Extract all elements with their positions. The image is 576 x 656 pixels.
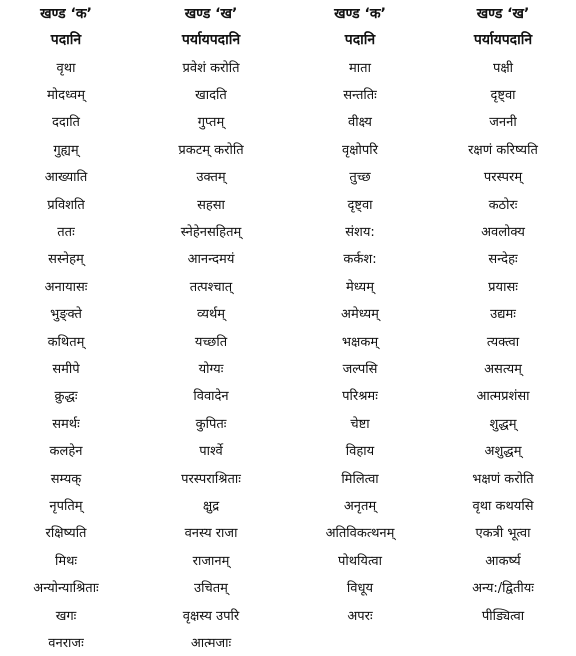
- word-cell: मेध्यम्: [346, 279, 374, 295]
- table-row: [0, 163, 576, 190]
- table-row: [0, 409, 576, 436]
- word-cell: विधूय: [346, 581, 374, 597]
- section-header-kha: खण्ड ‘ख’: [184, 5, 238, 22]
- word-cell: प्रविशति: [47, 197, 85, 213]
- word-cell: गुह्यम्: [53, 142, 79, 158]
- column-heading-synonyms: पर्यायपदानि: [181, 32, 241, 48]
- column-heading-synonyms: पर्यायपदानि: [473, 32, 533, 48]
- synonym-cell: पीड्यित्वा: [481, 608, 525, 624]
- word-cell: वनराजः: [48, 635, 84, 651]
- table-row: [0, 327, 576, 354]
- table-row: [0, 300, 576, 327]
- word-cell: वृक्षोपरि: [342, 142, 378, 158]
- synonym-cell: वृक्षस्य उपरि: [182, 608, 240, 624]
- synonym-cell: त्यक्त्वा: [486, 334, 520, 350]
- word-cell: अमेध्यम्: [341, 307, 379, 323]
- synonym-cell: [430, 628, 576, 655]
- word-cell: भुङ्क्ते: [50, 307, 82, 323]
- word-cell: माता: [349, 60, 371, 76]
- synonym-cell: परस्परम्: [483, 170, 523, 186]
- synonym-cell: प्रयासः: [488, 279, 518, 295]
- word-cell: ततः: [57, 225, 75, 241]
- table-row: [0, 464, 576, 491]
- synonym-cell: उचितम्: [194, 581, 228, 597]
- word-rows: [0, 53, 576, 656]
- word-cell: अन्योन्याश्रिताः: [33, 581, 99, 597]
- table-row: [0, 491, 576, 518]
- table-row: [0, 80, 576, 107]
- section-header-row: [0, 0, 576, 26]
- synonym-cell: आनन्दमयं: [187, 252, 235, 268]
- section-header-kha: खण्ड ‘ख’: [476, 5, 530, 22]
- synonym-cell: राजानम्: [192, 553, 230, 569]
- synonym-cell: दृष्ट्वा: [490, 88, 516, 104]
- table-row: [0, 628, 576, 655]
- table-row: [0, 108, 576, 135]
- word-cell: अपरः: [347, 608, 373, 624]
- section-header-ka: खण्ड ‘क’: [40, 5, 92, 22]
- word-cell: जल्पसि: [342, 361, 378, 377]
- synonym-cell: कठोरः: [488, 197, 518, 213]
- table-row: [0, 519, 576, 546]
- column-heading-words: पदानि: [50, 32, 82, 48]
- word-cell: अनायासः: [44, 279, 88, 295]
- synonym-cell: अन्य:/द्वितीयः: [472, 581, 534, 597]
- word-cell: तुच्छ: [349, 170, 371, 186]
- table-row: [0, 382, 576, 409]
- synonym-cell: प्रकटम् करोति: [178, 142, 244, 158]
- word-cell: परिश्रमः: [342, 389, 378, 405]
- column-heading-words: पदानि: [344, 32, 376, 48]
- word-cell: वृथा: [56, 60, 76, 76]
- synonym-cell: स्नेहेनसहितम्: [180, 225, 242, 241]
- table-row: [0, 272, 576, 299]
- synonym-cell: शुद्धम्: [489, 416, 517, 432]
- table-row: [0, 573, 576, 600]
- table-row: [0, 135, 576, 162]
- table-row: [0, 601, 576, 628]
- synonym-cell: वनस्य राजा: [184, 526, 238, 542]
- table-row: [0, 217, 576, 244]
- synonym-cell: आत्मजाः: [190, 635, 232, 651]
- synonym-cell: असत्यम्: [484, 361, 522, 377]
- word-cell: कलहेन: [49, 444, 83, 460]
- synonym-cell: सहसा: [197, 197, 225, 213]
- column-type-row: [0, 26, 576, 53]
- synonym-cell: कुपितः: [195, 416, 227, 432]
- word-cell: समीपे: [52, 361, 80, 377]
- synonym-cell: आत्मप्रशंसा: [476, 389, 530, 405]
- table-row: [0, 354, 576, 381]
- synonym-cell: भक्षणं करोति: [472, 471, 534, 487]
- word-cell: दृष्ट्वा: [347, 197, 373, 213]
- word-cell: सस्नेहम्: [48, 252, 84, 268]
- word-cell: मिथः: [54, 553, 78, 569]
- word-cell: खगः: [55, 608, 77, 624]
- synonym-cell: पार्श्वे: [199, 444, 223, 460]
- synonym-cell: गुप्तम्: [197, 115, 225, 131]
- synonym-cell: अवलोक्य: [481, 225, 525, 241]
- synonym-cell: यच्छति: [194, 334, 228, 350]
- synonym-cell: योग्यः: [198, 361, 224, 377]
- table-row: [0, 245, 576, 272]
- table-row: [0, 190, 576, 217]
- word-cell: सम्यक्: [50, 471, 82, 487]
- synonym-cell: प्रवेशं करोति: [182, 60, 240, 76]
- synonym-cell: परस्पराश्रिताः: [181, 471, 241, 487]
- synonym-cell: वृथा कथयसि: [472, 498, 534, 514]
- word-cell: ददाति: [52, 115, 80, 131]
- word-cell: आख्याति: [44, 170, 88, 186]
- word-cell: कर्कश:: [343, 252, 377, 268]
- table-row: [0, 53, 576, 80]
- synonym-cell: अशुद्धम्: [484, 444, 522, 460]
- word-cell: नृपतिम्: [49, 498, 83, 514]
- synonym-cell: विवादेन: [193, 389, 229, 405]
- word-cell: मिलित्वा: [341, 471, 379, 487]
- synonym-cell: क्षुद्र: [202, 498, 220, 514]
- synonym-cell: आकर्ष्य: [485, 553, 521, 569]
- word-cell: विहाय: [345, 444, 375, 460]
- synonym-cell: उद्यमः: [490, 307, 516, 323]
- word-cell: रक्षिष्यति: [45, 526, 87, 542]
- synonym-cell: सन्देहः: [488, 252, 518, 268]
- table-row: [0, 546, 576, 573]
- word-cell: कथितम्: [47, 334, 85, 350]
- word-cell: [290, 628, 430, 655]
- synonym-cell: खादति: [195, 88, 227, 104]
- section-header-ka: खण्ड ‘क’: [334, 5, 386, 22]
- word-cell: अतिविकत्थनम्: [325, 526, 395, 542]
- word-cell: पोथयित्वा: [337, 553, 382, 569]
- synonym-cell: पक्षी: [492, 60, 514, 76]
- synonym-cell: रक्षणं करिष्यति: [468, 142, 538, 158]
- word-cell: समर्थः: [52, 416, 80, 432]
- synonym-cell: तत्पश्चात्: [189, 279, 233, 295]
- word-cell: भक्षकम्: [341, 334, 379, 350]
- word-cell: वीक्ष्य: [348, 115, 372, 131]
- synonym-cell: व्यर्थम्: [196, 307, 226, 323]
- word-cell: सन्ततिः: [343, 88, 377, 104]
- word-cell: संशय:: [345, 225, 375, 241]
- word-cell: चेष्टा: [350, 416, 370, 432]
- synonym-cell: जननी: [489, 115, 517, 131]
- word-cell: क्रुद्धः: [54, 389, 78, 405]
- word-cell: अनृतम्: [343, 498, 377, 514]
- synonym-cell: उक्तम्: [196, 170, 226, 186]
- table-row: [0, 436, 576, 463]
- synonym-cell: एकत्री भूत्वा: [475, 526, 531, 542]
- word-cell: मोदध्वम्: [47, 88, 85, 104]
